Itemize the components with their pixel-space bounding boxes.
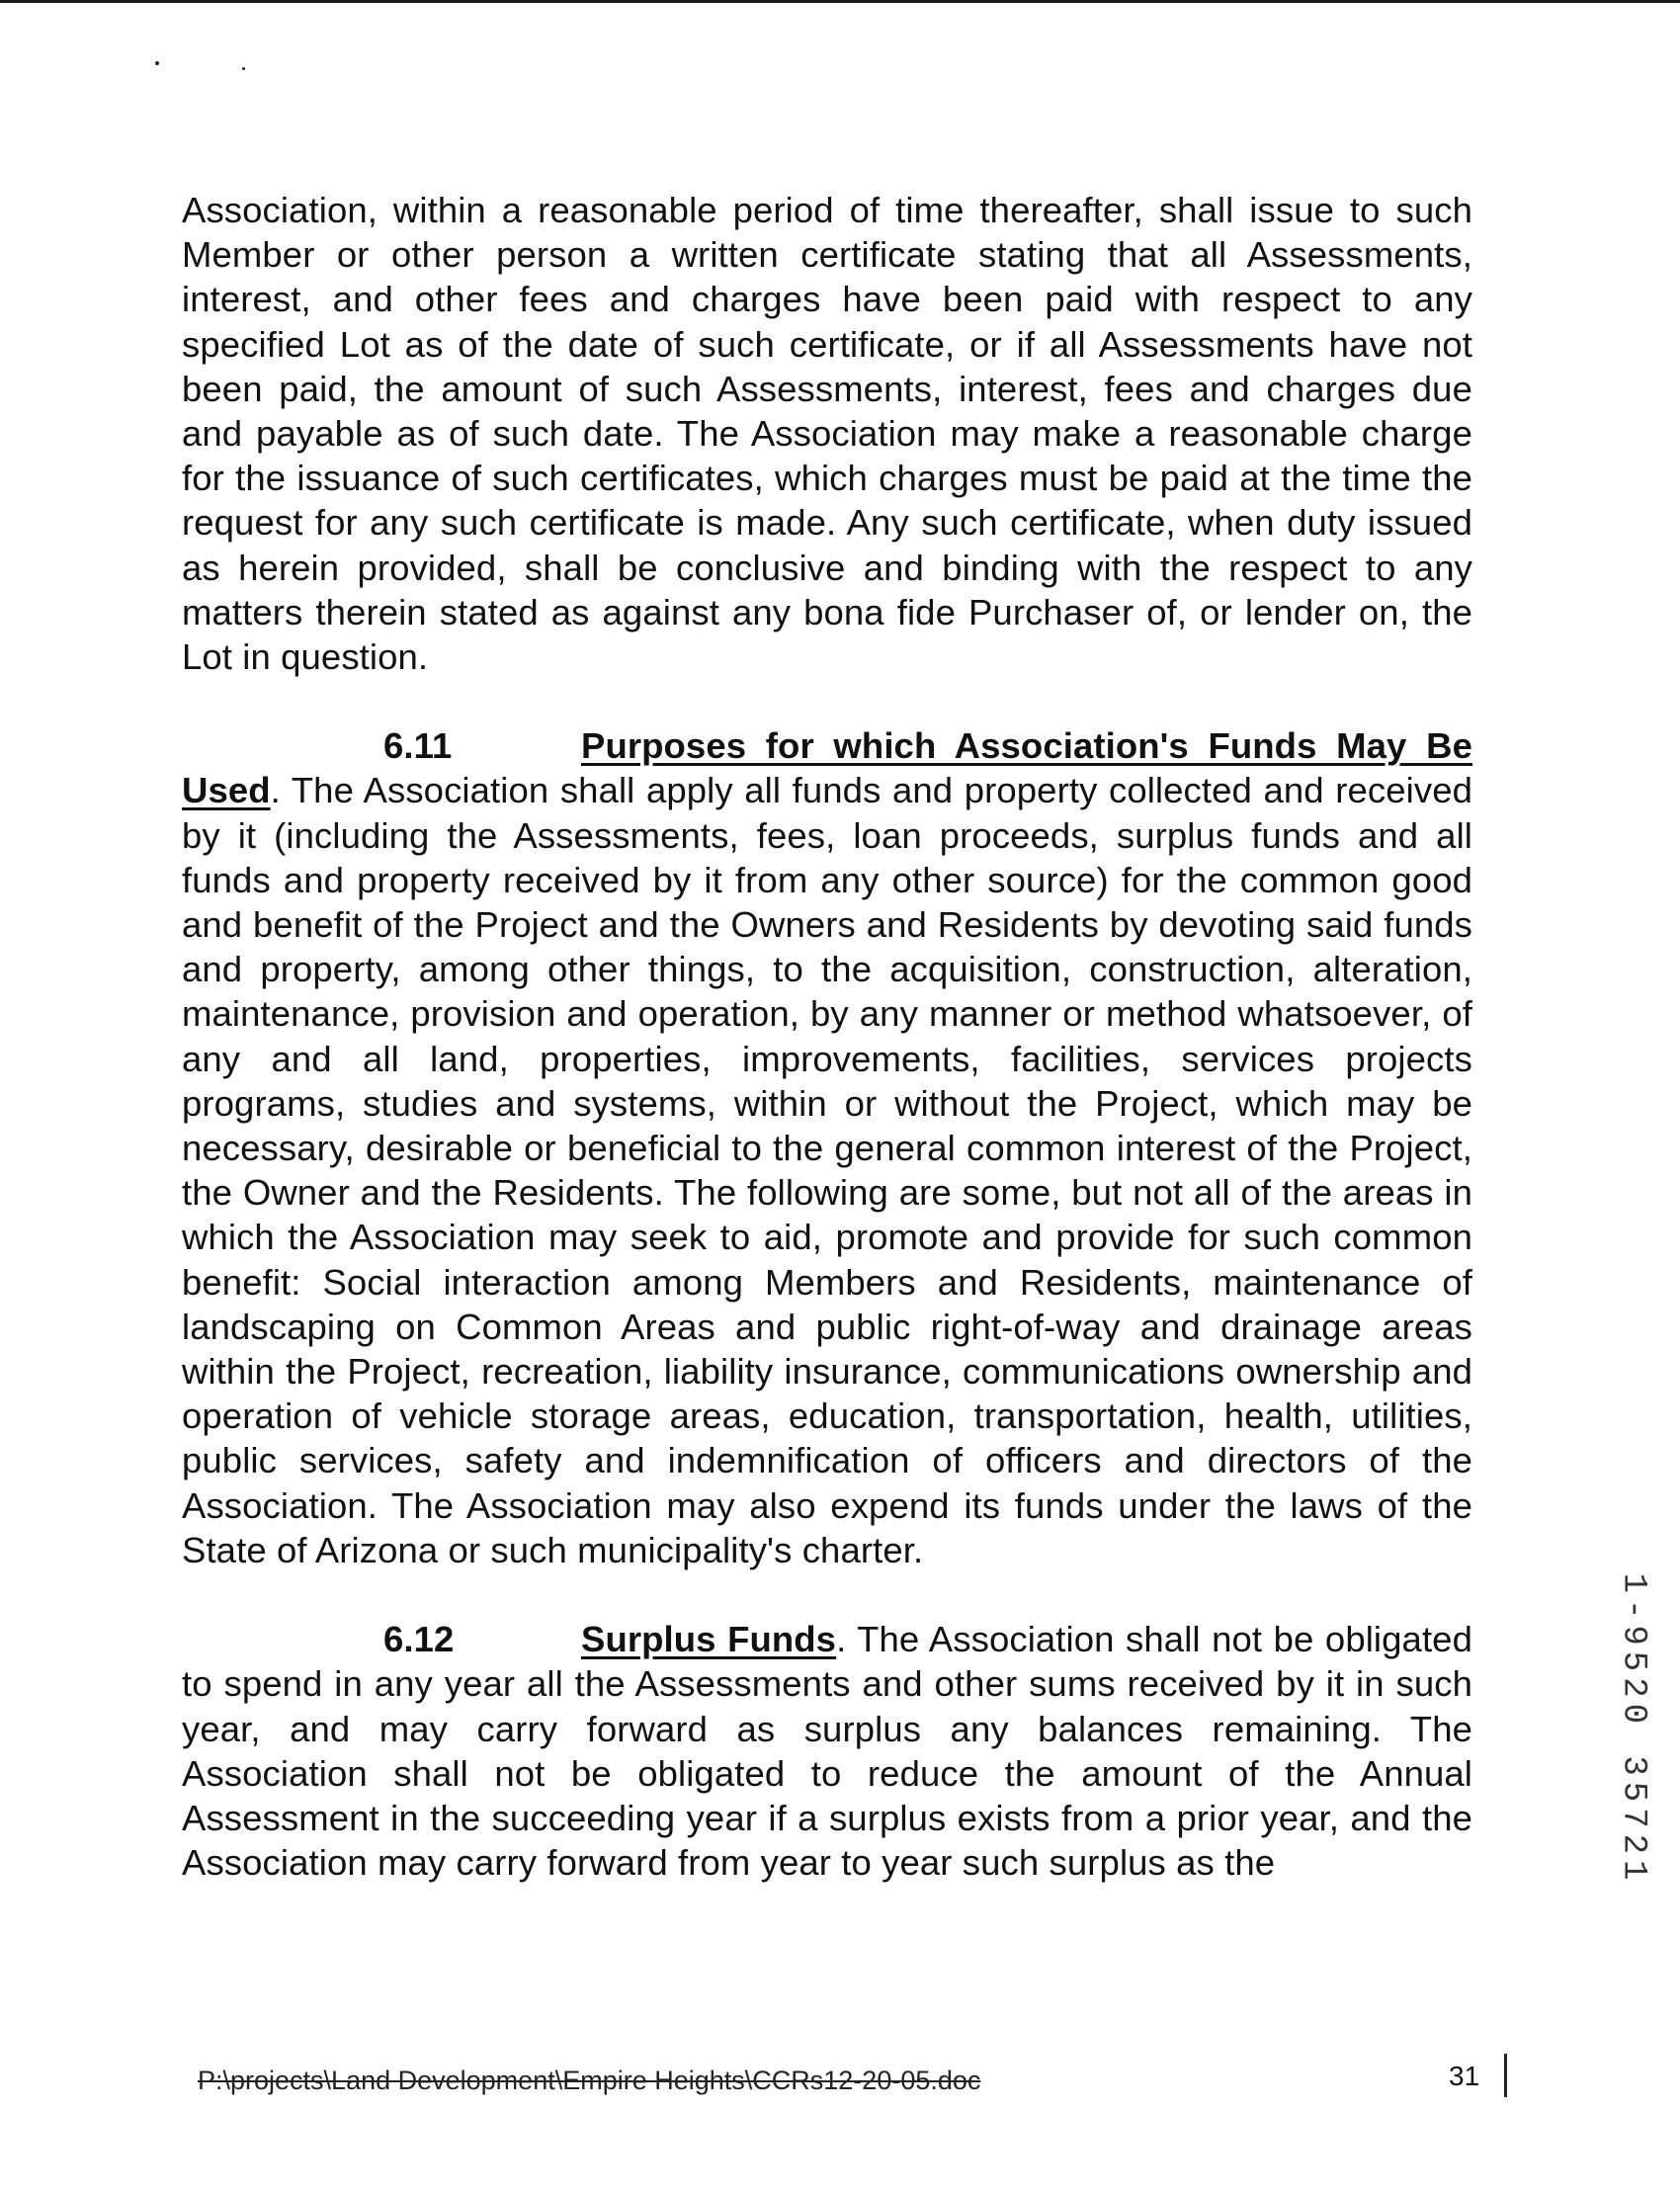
section-body: . The Association shall apply all funds and property collected and received by it (including the Assessments, fees, loan proceeds, surplus funds and all funds and property received by it from any other source) for the common good and benefit of the Project and the Owners and Residents by devoting said funds and property, among other things, to the acquisition, construction, alteration, maintenance, provision and operation, by any manner or method whatsoever, of any and all land, properties, improvements, facilities, services projects programs, studies and systems, within or without the Project, which may be necessary, desirable or beneficial to the general common interest of the Project, the Owner and the Residents. The following are some, but not all of the areas in which the Association may seek to aid, promote and provide for such common benefit: Social interaction among Members and Residents, maintenance of landscaping on Common Areas and public right-of-way and drainage areas within the Project, recreation, liability insurance, communications ownership and operation of vehicle storage areas, education, transportation, health, utilities, public services, safety and indemnification of officers and directors of the Association. The Association may also expend its funds under the laws of the State of Arizona or such municipality's charter. [182,770,1472,1570]
scan-speck [155,61,159,65]
continuation-paragraph-text: Association, within a reasonable period of time thereafter, shall issue to such Member or other person a written certificate stating that all Assessments, interest, and other fees and charges have been paid with respect to any specified Lot as of the date of such certificate, or if all Assessments have not been paid, the amount of such Assessments, interest, fees and charges due and payable as of such date. The Association may make a reasonable charge for the issuance of such certificates, which charges must be paid at the time the request for any such certificate is made. Any such certificate, when duty issued as herein provided, shall be conclusive and binding with the respect to any matters therein stated as against any bona fide Purchaser of, or lender on, the Lot in question. [182,190,1472,678]
section-title: Purposes for which Association's Funds May Be Used [182,725,1472,811]
footer-file-path: P:\projects\Land Development\Empire Heights\CCRs12-20-05.doc [198,2066,981,2095]
scan-speck [242,67,245,70]
section-number: 6.11 [383,725,453,767]
document-body [182,188,1472,1885]
recording-stamp [1613,1572,1652,1887]
scan-top-edge-line [0,0,1680,3]
section-body: . The Association shall not be obligated to spend in any year all the Assessments and other sums received by it in such year, and may carry forward as surplus any balances remaining. The Association shall not be obligated to reduce the amount of the Annual Assessment in the succeeding year if a surplus exists from a prior year, and the Association may carry forward from year to year such surplus as the [182,1619,1472,1884]
section-6-12 [182,1617,1472,1885]
section-number: 6.12 [383,1619,455,1660]
section-title: Surplus Funds [581,1619,837,1660]
page-number: 31 [1449,2061,1480,2091]
recording-stamp-text: 1-9520 35721 [1614,1572,1651,1887]
section-6-11 [182,723,1472,1572]
page-number-divider [1504,2054,1507,2097]
continuation-paragraph [182,188,1472,679]
